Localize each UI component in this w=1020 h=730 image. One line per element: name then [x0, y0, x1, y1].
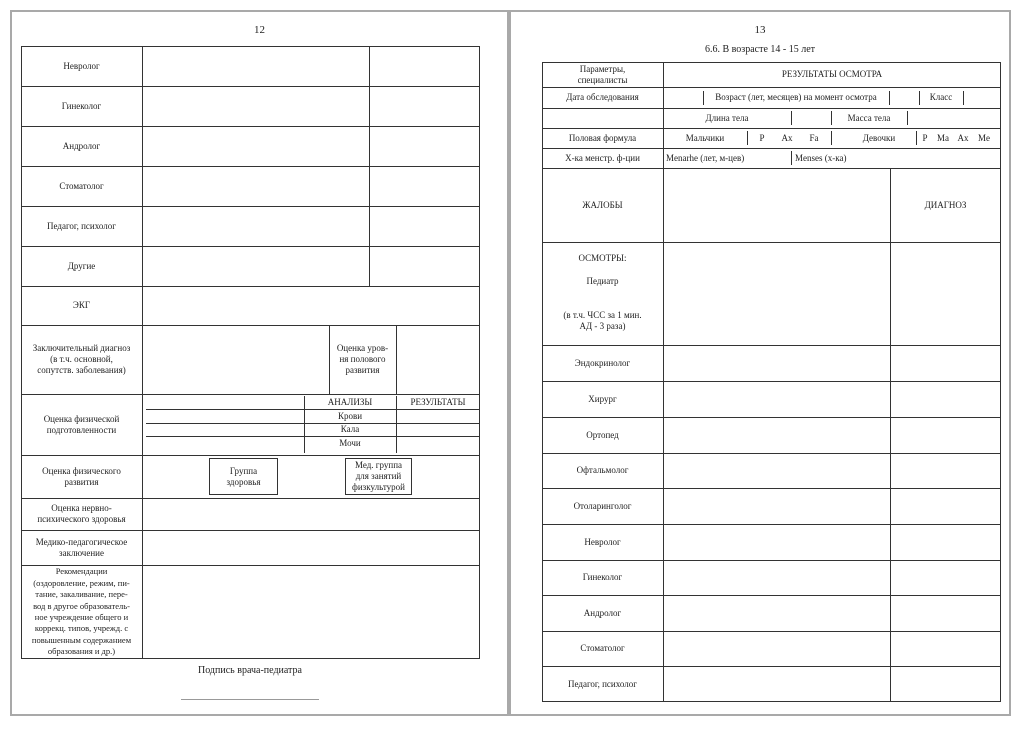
menses-label: Menses (х-ка) [795, 153, 847, 163]
section-title: 6.6. В возрасте 14 - 15 лет [704, 43, 816, 55]
physical-fitness-label: Оценка физической подготовленности [43, 413, 120, 435]
page-number: 12 [254, 24, 265, 36]
boys-mark-ax: Ax [781, 132, 793, 143]
girls-mark-ax: Ax [957, 132, 969, 143]
boys-label: Мальчики [685, 132, 725, 143]
specialist-label: Отоларинголог [573, 500, 632, 511]
boys-mark-p: P [759, 132, 765, 143]
analysis-urine: Мочи [339, 437, 361, 448]
specialist-label: Гинеколог [582, 572, 623, 582]
specialist-label: Стоматолог [580, 643, 625, 653]
exam-date-label: Дата обследования [566, 92, 639, 102]
pediatrician-note: (в т.ч. ЧСС за 1 мин. АД - 3 раза) [563, 310, 642, 331]
ekg-label: ЭКГ [72, 300, 91, 310]
specialist-label: Андролог [583, 607, 622, 618]
boys-mark-fa: Fa [809, 132, 819, 143]
specialist-label: Эндокринолог [574, 357, 631, 368]
age-label: Возраст (лет, месяцев) на момент осмотра [715, 92, 877, 102]
page-number: 13 [754, 24, 766, 36]
sexual-formula-label: Половая формула [568, 132, 637, 143]
final-diagnosis-label: Заключительный диагноз (в т.ч. основной, сопутств. заболевания) [32, 343, 131, 375]
specialist-label: Педагог, психолог [47, 220, 116, 231]
specialist-label: Ортопед [586, 429, 619, 440]
recommendations-label: Рекомендации (оздоровление, режим, пи- тание, закаливание, пере- вод в другое образователь- ное учреждение общего и коррекц. типов, учрежд. с повышенным содержанием образования и др.) [31, 566, 132, 657]
pediatrician-label: Педиатр [586, 276, 619, 286]
analysis-blood: Крови [337, 410, 363, 421]
signature-label: Подпись врача-педиатра [198, 664, 302, 676]
specialist-label: Андролог [62, 140, 101, 151]
complaints-label: ЖАЛОБЫ [582, 199, 623, 210]
diagnosis-label: ДИАГНОЗ [924, 199, 967, 210]
page-12 [10, 10, 509, 716]
sexual-development-label: Оценка уров- ня полового развития [336, 343, 389, 375]
physical-development-label: Оценка физического развития [42, 465, 121, 487]
class-label: Класс [929, 92, 953, 102]
girls-mark-me: Me [978, 132, 990, 143]
specialist-label: Другие [67, 260, 96, 271]
results-header: РЕЗУЛЬТАТЫ ОСМОТРА [781, 69, 883, 79]
girls-mark-ma: Ma [937, 132, 949, 143]
specialist-label: Хирург [588, 393, 617, 404]
analyses-header: АНАЛИЗЫ [327, 397, 373, 407]
neuro-psychic-label: Оценка нервно- психического здоровья [37, 503, 126, 524]
specialist-label: Гинеколог [61, 100, 102, 111]
specialist-label: Невролог [584, 536, 621, 547]
med-group-label: Мед. группа для занятий физкультурой [352, 460, 405, 492]
exams-label: ОСМОТРЫ: [578, 253, 627, 263]
specialist-label: Педагог, психолог [568, 678, 637, 689]
signature-line [181, 699, 319, 700]
body-length-label: Длина тела [705, 112, 749, 123]
health-group-label: Группа здоровья [226, 465, 261, 487]
params-header: Параметры, специалисты [577, 63, 628, 85]
analysis-stool: Кала [340, 424, 360, 434]
specialist-label: Невролог [63, 60, 100, 71]
page-13 [509, 10, 1011, 716]
results-header: РЕЗУЛЬТАТЫ [410, 397, 466, 407]
menstr-label: Х-ка менстр. ф-ции [565, 152, 640, 163]
girls-mark-p: P [922, 132, 928, 143]
menarhe-label: Menarhe (лет, м-цев) [666, 153, 745, 163]
specialist-label: Офтальмолог [576, 465, 629, 475]
girls-label: Девочки [862, 132, 896, 143]
med-ped-conclusion-label: Медико-педагогическое заключение [35, 536, 128, 558]
body-mass-label: Масса тела [847, 112, 891, 123]
specialist-label: Стоматолог [59, 180, 104, 191]
